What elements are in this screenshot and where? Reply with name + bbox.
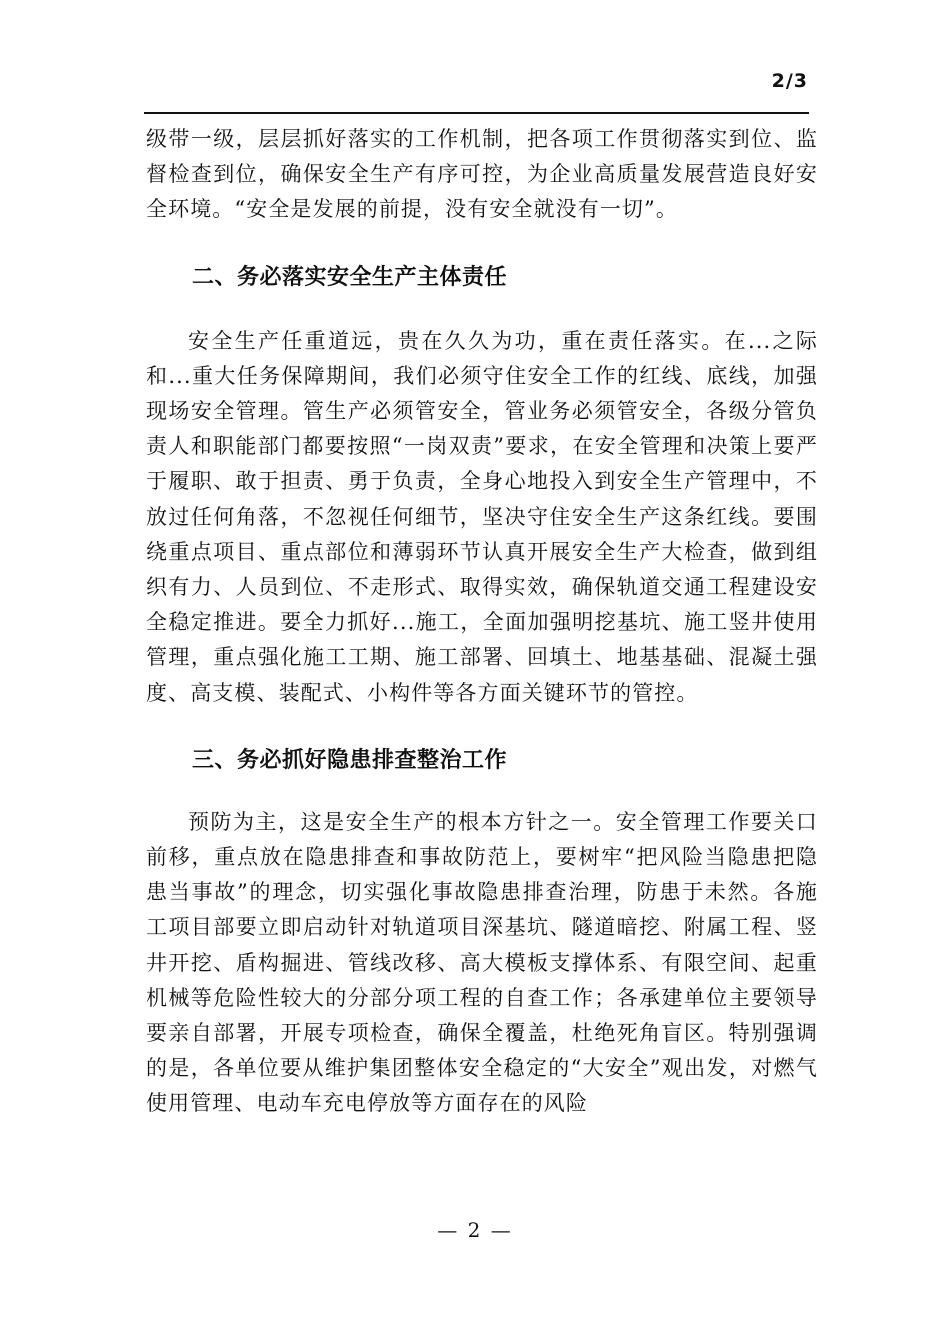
header-rule [144, 112, 809, 114]
section-heading-2: 二、务必落实安全生产主体责任 [192, 264, 508, 290]
paragraph-continued: 级带一级，层层抓好落实的工作机制，把各项工作贯彻落实到位、监督检查到位，确保安全生产有序可控，为企业高质量发展营造良好安全环境。“安全是发展的前提，没有安全就没有一切”。 [146, 127, 818, 222]
footer-page-number: — 2 — [437, 1218, 513, 1242]
document-body [146, 122, 818, 1122]
paragraph-section-3: 预防为主，这是安全生产的根本方针之一。安全管理工作要关口前移，重点放在隐患排查和事故防范上，要树牢“把风险当隐患把隐患当事故”的理念，切实强化事故隐患排查治理，防患于未然。各施工项目部要立即启动针对轨道项目深基坑、隧道暗挖、附属工程、竖井开挖、盾构掘进、管线改移、高大模板支撑体系、有限空间、起重机械等危险性较大的分部分项工程的自查工作；各承建单位主要领导要亲自部署，开展专项检查，确保全覆盖，杜绝死角盲区。特别强调的是，各单位要从维护集团整体安全稳定的“大安全”观出发，对燃气使用管理、电动车充电停放等方面存在的风险 [146, 809, 818, 1116]
section-heading-3: 三、务必抓好隐患排查整治工作 [192, 747, 508, 773]
paragraph-section-2: 安全生产任重道远，贵在久久为功，重在责任落实。在...之际和...重大任务保障期间，我们必须守住安全工作的红线、底线，加强现场安全管理。管生产必须管安全，管业务必须管安全，各级分管负责人和职能部门都要按照“一岗双责”要求，在安全管理和决策上要严于履职、敢于担责、勇于负责，全身心地投入到安全生产管理中，不放过任何角落，不忽视任何细节，坚决守住安全生产这条红线。要围绕重点项目、重点部位和薄弱环节认真开展安全生产大检查，做到组织有力、人员到位、不走形式、取得实效，确保轨道交通工程建设安全稳定推进。要全力抓好...施工，全面加强明挖基坑、施工竖井使用管理，重点强化施工工期、施工部署、回填土、地基基础、混凝土强度、高支模、装配式、小构件等各方面关键环节的管控。 [146, 328, 818, 705]
page-counter: 2/3 [771, 70, 808, 92]
